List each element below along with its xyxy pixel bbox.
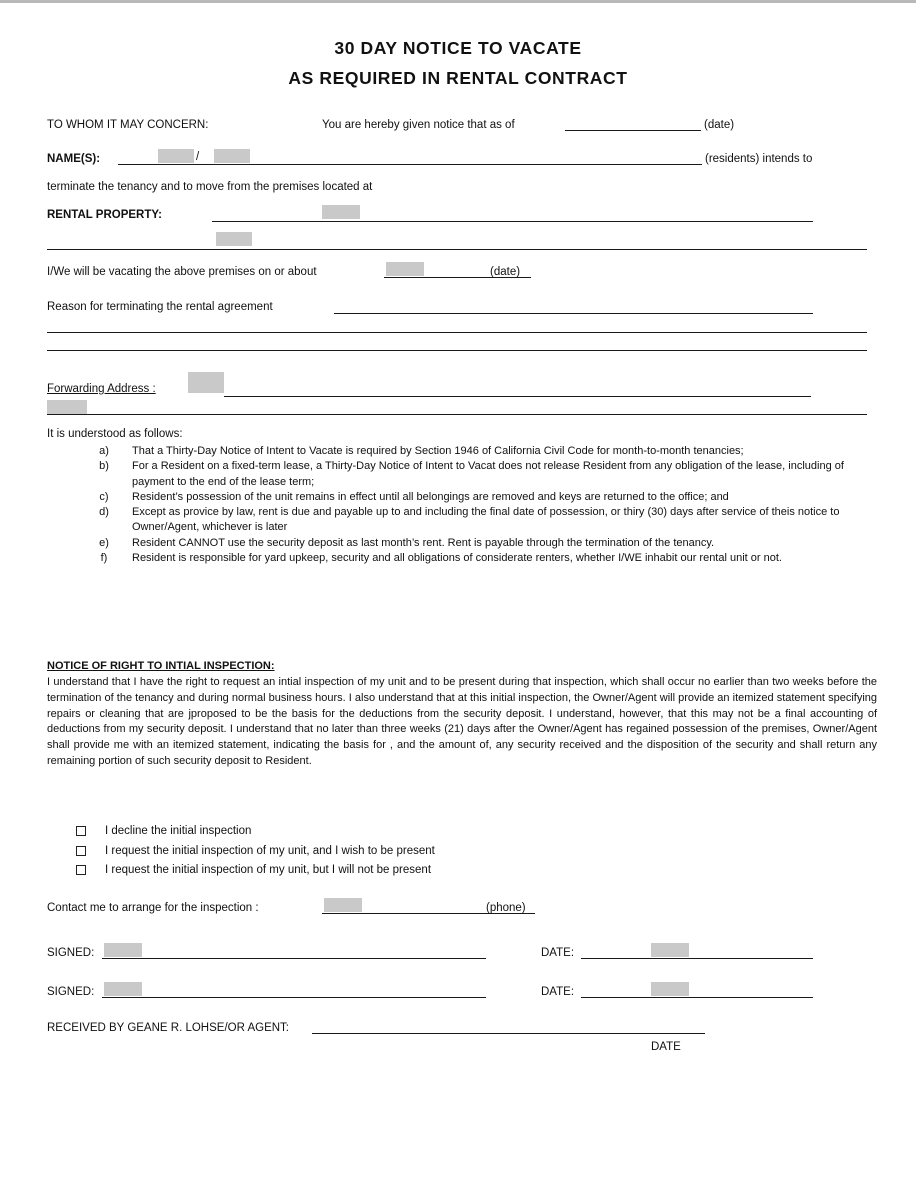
received-date-label: DATE bbox=[651, 1041, 681, 1053]
notice-date-label: (date) bbox=[704, 119, 735, 131]
signature-field-2[interactable] bbox=[102, 997, 486, 998]
list-item-letter: a) bbox=[99, 445, 109, 457]
understood-list bbox=[86, 444, 876, 566]
request-inspection-present-label: I request the initial inspection of my unit, and I wish to be present bbox=[105, 845, 435, 857]
inspection-paragraph: I understand that I have the right to request an intial inspection of my unit and to be present during that inspection, which shall occur no earlier than two weeks before the termination of the tenancy and during normal business hours. I also understand that at this initial inspection, the Owner/Agent will provide an itemized statement specifying repairs or cleaning that are jproposed to be the basis for the deductions from the security deposit. I understand, however, that this may not be a final accounting of deductions from my security deposit. I understand that no later than three weeks (21) days after the Owner/Agent has regained possession of the premises, Owner/Agent shall provide me with an itemized statement, indicating the basis for , and the amount of, any security received and the disposition of the security and shall return any remaining portion of such security deposit to Resident. bbox=[47, 676, 877, 767]
reason-field-1[interactable] bbox=[334, 313, 813, 314]
list-item bbox=[86, 490, 876, 505]
notice-given-text: You are hereby given notice that as of bbox=[322, 119, 515, 131]
understood-intro: It is understood as follows: bbox=[47, 428, 183, 440]
page-subtitle: AS REQUIRED IN RENTAL CONTRACT bbox=[288, 68, 628, 88]
residents-label: (residents) intends to bbox=[705, 153, 813, 165]
signed-label-1: SIGNED: bbox=[47, 947, 95, 959]
page-title: 30 DAY NOTICE TO VACATE bbox=[334, 38, 582, 58]
list-item bbox=[86, 536, 876, 551]
terminate-text: terminate the tenancy and to move from the premises located at bbox=[47, 181, 373, 193]
request-inspection-absent-checkbox[interactable] bbox=[76, 865, 86, 875]
rental-property-field[interactable] bbox=[212, 221, 813, 222]
list-item-text: Except as provice by law, rent is due and payable up to and including the final date of possession, or thiry (30) days after service of theis notice to Owner/Agent, whichever is later bbox=[132, 506, 840, 534]
date-label-2: DATE: bbox=[541, 986, 575, 998]
redacted-date-1 bbox=[651, 943, 689, 957]
names-label: NAME(S): bbox=[47, 153, 101, 165]
list-item-text: For a Resident on a fixed-term lease, a Thirty-Day Notice of Intent to Vacat does not release Resident from any obligation of the lease, including of payment to the end of the lease term; bbox=[132, 460, 844, 488]
decline-inspection-checkbox[interactable] bbox=[76, 826, 86, 836]
list-item-letter: f) bbox=[100, 552, 108, 565]
list-item-letter: d) bbox=[99, 506, 109, 519]
request-inspection-present-checkbox[interactable] bbox=[76, 846, 86, 856]
request-inspection-absent-label: I request the initial inspection of my unit, but I will not be present bbox=[105, 864, 432, 876]
forwarding-address-field-2[interactable] bbox=[47, 414, 867, 415]
redacted-name-1 bbox=[158, 149, 194, 163]
list-item bbox=[86, 551, 876, 566]
received-by-field[interactable] bbox=[312, 1033, 705, 1034]
reason-label: Reason for terminating the rental agreement bbox=[47, 301, 273, 313]
list-item-text: That a Thirty-Day Notice of Intent to Vacate is required by Section 1946 of California Civil Code for month-to-month tenancies; bbox=[132, 445, 744, 457]
contact-text: Contact me to arrange for the inspection : bbox=[47, 902, 259, 914]
redacted-property-line-1 bbox=[322, 205, 360, 219]
redacted-property-line-2 bbox=[216, 232, 252, 246]
vacating-date-label: (date) bbox=[490, 266, 521, 278]
list-item-letter: b) bbox=[99, 460, 109, 473]
date-label-1: DATE: bbox=[541, 947, 575, 959]
to-whom-label: TO WHOM IT MAY CONCERN: bbox=[47, 119, 209, 131]
reason-field-3[interactable] bbox=[47, 350, 867, 351]
redacted-forwarding-address-2 bbox=[47, 400, 87, 414]
reason-field-2[interactable] bbox=[47, 332, 867, 333]
forwarding-address-label: Forwarding Address : bbox=[47, 383, 156, 395]
signed-label-2: SIGNED: bbox=[47, 986, 95, 998]
vacating-text: I/We will be vacating the above premises on or about bbox=[47, 266, 317, 278]
date-field-1[interactable] bbox=[581, 958, 813, 959]
list-item-text: Resident CANNOT use the security deposit as last month’s rent. Rent is payable through the termination of the tenancy. bbox=[132, 536, 715, 549]
decline-inspection-label: I decline the initial inspection bbox=[105, 825, 252, 837]
list-item-letter: e) bbox=[99, 536, 109, 549]
redacted-signature-1 bbox=[104, 943, 142, 957]
redacted-name-2 bbox=[214, 149, 250, 163]
page-top-border bbox=[0, 0, 916, 3]
phone-label: (phone) bbox=[486, 902, 526, 914]
list-item bbox=[86, 505, 876, 536]
rental-property-field-2[interactable] bbox=[47, 249, 867, 250]
rental-property-label: RENTAL PROPERTY: bbox=[47, 209, 163, 221]
redacted-signature-2 bbox=[104, 982, 142, 996]
signature-field-1[interactable] bbox=[102, 958, 486, 959]
inspection-heading: NOTICE OF RIGHT TO INTIAL INSPECTION: bbox=[47, 660, 275, 672]
date-field-2[interactable] bbox=[581, 997, 813, 998]
redacted-vacate-date bbox=[386, 262, 424, 276]
names-field[interactable] bbox=[118, 164, 702, 165]
redacted-forwarding-address bbox=[188, 372, 224, 393]
list-item-text: Resident’s possession of the unit remains in effect until all belongings are removed and keys are returned to the office; and bbox=[132, 490, 729, 503]
redacted-phone bbox=[324, 898, 362, 912]
forwarding-address-field-1[interactable] bbox=[224, 396, 811, 397]
list-item bbox=[86, 444, 876, 459]
notice-date-field[interactable] bbox=[565, 130, 701, 131]
received-by-label: RECEIVED BY GEANE R. LOHSE/OR AGENT: bbox=[47, 1022, 289, 1034]
list-item-text: Resident is responsible for yard upkeep, security and all obligations of considerate renters, whether I/WE inhabit our rental unit or not. bbox=[132, 552, 782, 565]
redacted-date-2 bbox=[651, 982, 689, 996]
list-item bbox=[86, 459, 876, 490]
list-item-letter: c) bbox=[99, 490, 109, 503]
names-separator: / bbox=[196, 151, 200, 163]
